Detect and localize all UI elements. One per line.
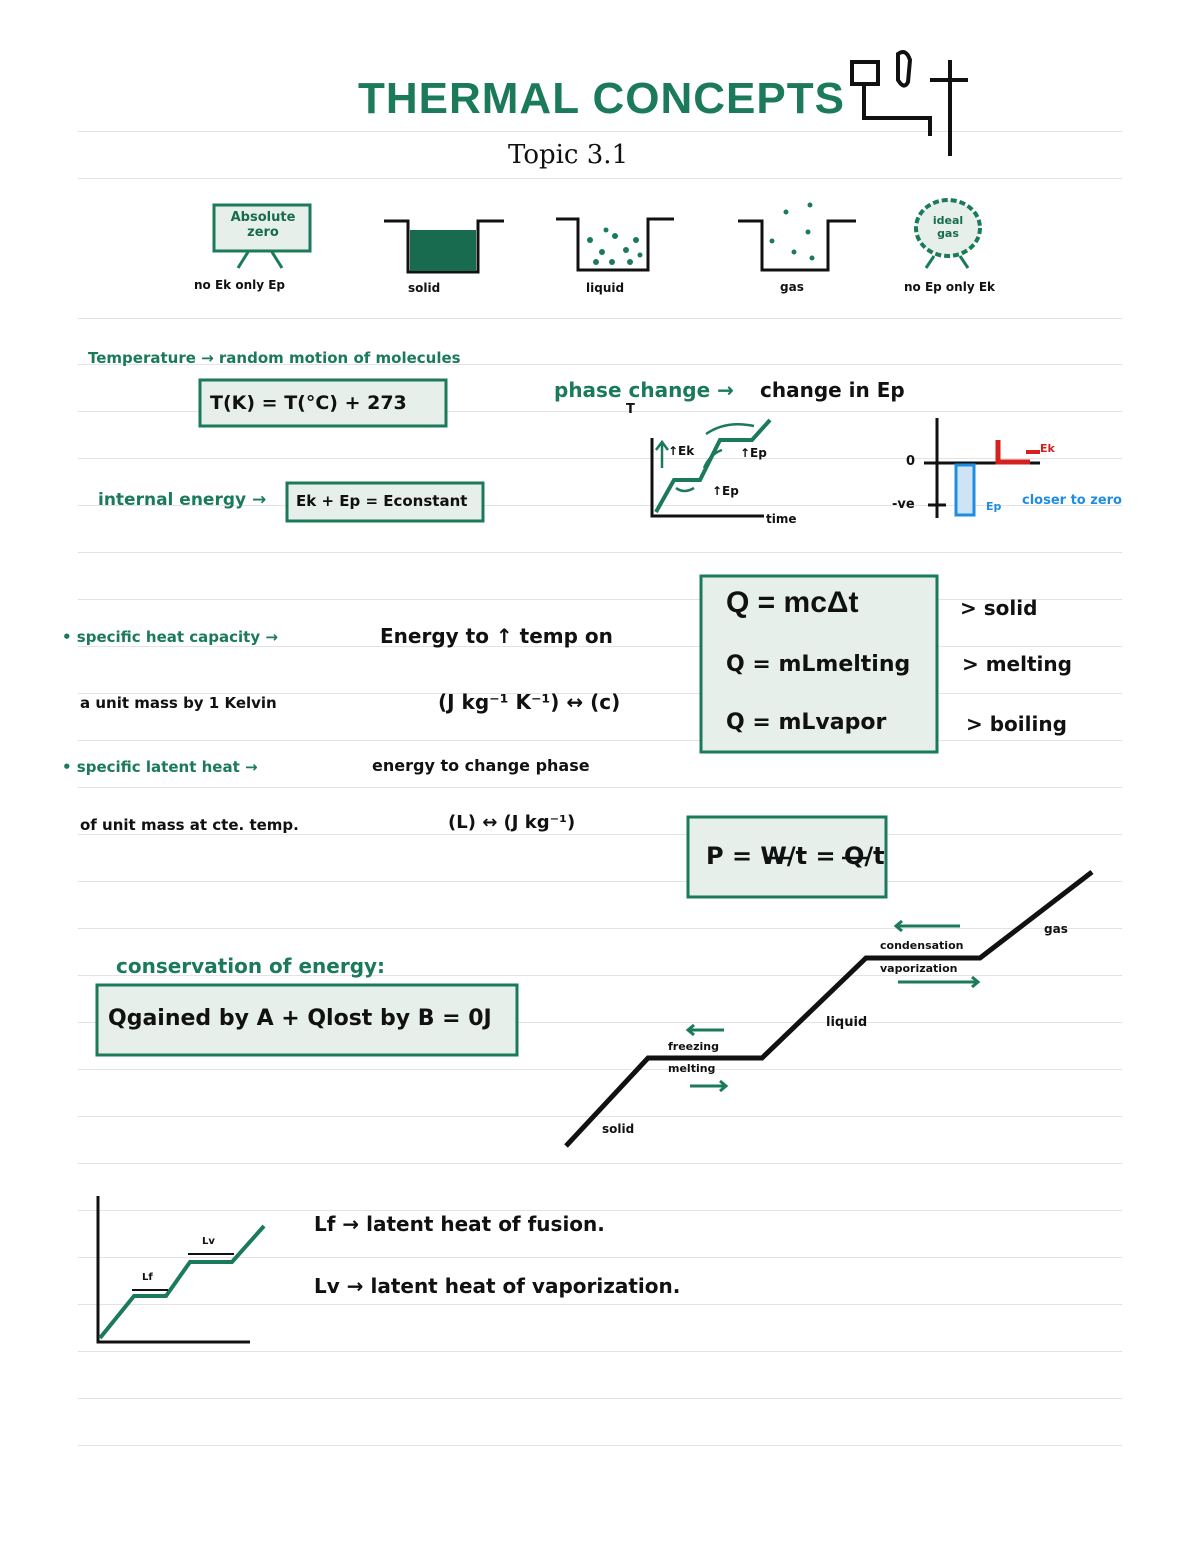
absolute-zero-arrows-icon — [238, 252, 282, 268]
solid-label: solid — [408, 281, 441, 295]
conservation-formula: Qgained by A + Qlost by B = 0J — [108, 1006, 492, 1031]
absolute-zero-note: no Ek only Ep — [194, 278, 286, 292]
small-graph-lf-label: Lf — [142, 1272, 153, 1283]
curve-freezing-label: freezing — [668, 1040, 720, 1053]
power-formula: P = W/t = Q/t — [706, 842, 885, 870]
internal-energy-formula: Ek + Ep = Econstant — [296, 492, 468, 510]
phase-graph-axis-y: T — [626, 402, 635, 417]
lv-definition-text: Lv → latent heat of vaporization. — [314, 1274, 681, 1298]
internal-energy-label: internal energy → — [98, 490, 267, 510]
solid-container-icon — [384, 221, 504, 272]
latent-heat-line2: of unit mass at cte. temp. — [80, 816, 299, 834]
temperature-formula: T(K) = T(°C) + 273 — [210, 392, 407, 414]
specific-heat-units: (J kg⁻¹ K⁻¹) ↔ (c) — [438, 690, 621, 714]
ek-red-label: Ek — [1040, 442, 1055, 455]
equation-note-solid: > solid — [960, 596, 1038, 620]
ideal-gas-note: no Ep only Ek — [904, 280, 996, 294]
specific-heat-label: • specific heat capacity → — [62, 628, 278, 646]
equation-note-boiling: > boiling — [966, 712, 1067, 736]
phase-graph-note-ep2: ↑Ep — [712, 484, 739, 498]
conservation-label: conservation of energy: — [116, 954, 386, 978]
equation-q-mcdt: Q = mcΔt — [726, 586, 859, 619]
phase-change-definition: change in Ep — [760, 378, 905, 402]
title-doodle-icon — [852, 52, 968, 156]
energy-zero-label: 0 — [906, 454, 916, 469]
phase-change-curve — [656, 420, 770, 512]
specific-heat-line2: a unit mass by 1 Kelvin — [80, 694, 277, 712]
lf-definition-text: Lf → latent heat of fusion. — [314, 1212, 605, 1236]
absolute-zero-label: Absolute zero — [230, 210, 296, 240]
small-graph-curve — [100, 1226, 264, 1338]
liquid-container-icon — [556, 219, 674, 270]
page-subtitle: Topic 3.1 — [508, 140, 629, 170]
curve-gas-label: gas — [1044, 922, 1068, 936]
ek-red-mark — [998, 440, 1030, 462]
curve-vaporization-label: vaporization — [880, 962, 958, 975]
gas-label: gas — [780, 280, 804, 294]
heating-curve-line — [566, 872, 1092, 1146]
page-title: THERMAL CONCEPTS — [358, 74, 845, 123]
ep-bar — [956, 465, 974, 515]
small-graph-axes — [98, 1196, 250, 1342]
latent-heat-label: • specific latent heat → — [62, 758, 258, 776]
latent-heat-units: (L) ↔ (J kg⁻¹) — [448, 812, 576, 833]
phase-graph-axis-x: time — [766, 512, 797, 526]
specific-heat-line1: Energy to ↑ temp on — [380, 624, 613, 648]
phase-change-label: phase change → — [554, 378, 734, 402]
lf-definition — [314, 1212, 605, 1236]
phase-graph-note-ep1: ↑Ep — [740, 446, 767, 460]
latent-heat-line1: energy to change phase — [372, 756, 590, 775]
ep-blue-label: Ep — [986, 500, 1002, 513]
closer-to-zero-note: closer to zero — [1022, 493, 1122, 508]
equation-q-mlmelting: Q = mLmelting — [726, 652, 911, 677]
liquid-label: liquid — [586, 281, 625, 295]
lv-definition — [314, 1274, 680, 1298]
curve-solid-label: solid — [602, 1122, 635, 1136]
curve-melting-label: melting — [668, 1062, 716, 1075]
temperature-definition-text: Temperature → random motion of molecules — [88, 349, 461, 367]
ideal-gas-label: ideal gas — [932, 214, 964, 240]
curve-liquid-label: liquid — [826, 1015, 868, 1030]
gas-container-icon — [738, 203, 856, 271]
equation-q-mlvapor: Q = mLvapor — [726, 710, 887, 735]
temperature-definition — [88, 349, 461, 367]
phase-graph-note-ek: ↑Ek — [668, 444, 695, 458]
curve-condensation-label: condensation — [880, 939, 964, 952]
equation-note-melting: > melting — [962, 652, 1072, 676]
small-graph-lv-label: Lv — [202, 1236, 215, 1247]
energy-neg-label: -ve — [892, 497, 915, 512]
